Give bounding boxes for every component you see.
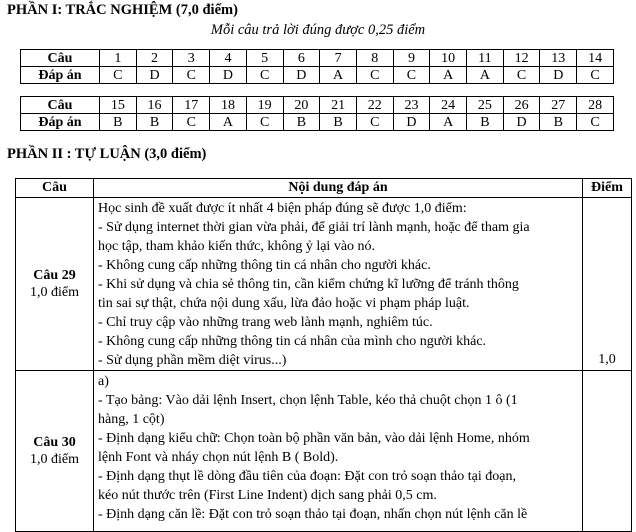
score-cell [583,371,632,532]
essay-header-row [16,179,632,198]
answer-letter-cell: D [210,67,247,84]
question-number-cell: 20 [283,97,320,114]
answer-line: tin sai sự thật, chứa nội dung xấu, lừa đảo hoặc vi phạm pháp luật. [98,296,470,311]
question-number-cell: 22 [356,97,393,114]
question-number-cell: 7 [320,50,357,67]
answer-letter-cell: C [173,67,210,84]
answer-line: - Tạo bảng: Vào dải lệnh Insert, chọn lệnh Table, kéo thả chuột chọn 1 ô (1 [98,393,518,408]
question-number-cell: 1 [100,50,137,67]
question-number-cell: 2 [136,50,173,67]
question-name: Câu 29 [33,268,76,283]
answer-letter-cell: D [283,67,320,84]
question-number-cell: 6 [283,50,320,67]
question-number-cell: 12 [503,50,540,67]
question-number-cell: 10 [430,50,467,67]
question-number-cell: 19 [246,97,283,114]
answer-line: Học sinh đề xuất được ít nhất 4 biện pháp đúng sẽ được 1,0 điểm: [98,201,467,216]
answer-line: học tập, tham khảo kiến thức, không ỷ lại vào nó. [98,239,376,254]
answer-row [21,114,614,131]
question-number-cell: 17 [173,97,210,114]
answer-letter-cell: A [210,114,247,131]
answer-letter-cell: B [320,114,357,131]
essay-row-29 [16,198,632,371]
answer-letter-cell: A [320,67,357,84]
question-number-cell: 5 [246,50,283,67]
answer-letter-cell: C [356,67,393,84]
question-row [21,50,614,67]
answer-line: - Sử dụng internet thời gian vừa phải, để giải trí lành mạnh, hoặc để tham gia [98,220,530,235]
answer-letter-cell: C [246,67,283,84]
question-number-cell: 26 [503,97,540,114]
question-number-cell: 27 [540,97,577,114]
question-number-cell: 24 [430,97,467,114]
answer-letter-cell: A [430,114,467,131]
answer-letter-cell: A [430,67,467,84]
question-number-cell: 28 [577,97,614,114]
question-points: 1,0 điểm [30,452,79,467]
answer-row [21,67,614,84]
answer-letter-cell: C [356,114,393,131]
score-cell: 1,0 [583,198,632,371]
part2-title: PHẦN II : TỰ LUẬN (3,0 điểm) [7,146,207,162]
row-label-answer: Đáp án [21,67,100,84]
answer-line: - Khi sử dụng và chia sẻ thông tin, cần kiểm chứng kĩ lưỡng để tránh thông [98,277,519,292]
answer-letter-cell: D [136,67,173,84]
row-label-question: Câu [21,50,100,67]
answer-letter-cell: C [100,67,137,84]
answer-letter-cell: C [577,114,614,131]
row-label-question: Câu [21,97,100,114]
answer-line: - Định dạng căn lề: Đặt con trỏ soạn thảo tại đoạn, nhấn chọn nút lệnh căn lề [98,507,528,522]
question-number-cell: 14 [577,50,614,67]
question-number-cell: 13 [540,50,577,67]
essay-table [15,178,632,532]
answer-letter-cell: C [393,67,430,84]
answer-content [94,198,583,371]
answer-letter-cell: A [467,67,504,84]
question-cell [16,198,94,371]
answer-line: - Không cung cấp những thông tin cá nhân cho người khác. [98,258,431,273]
question-number-cell: 23 [393,97,430,114]
answer-line: - Định dạng thụt lề dòng đầu tiên của đoạn: Đặt con trỏ soạn thảo tại đoạn, [98,469,516,484]
answer-letter-cell: C [246,114,283,131]
answer-line: kéo nút thước trên (First Line Indent) dịch sang phải 0,5 cm. [98,488,437,503]
answer-table-2 [20,96,614,131]
header-question: Câu [16,179,94,198]
answer-line: lệnh Font và nháy chọn nút lệnh B ( Bold). [98,450,339,465]
question-number-cell: 8 [356,50,393,67]
question-number-cell: 3 [173,50,210,67]
answer-letter-cell: D [503,114,540,131]
answer-line: a) [98,374,109,389]
answer-line: - Định dạng kiểu chữ: Chọn toàn bộ phần văn bản, vào dải lệnh Home, nhóm [98,431,530,446]
question-number-cell: 25 [467,97,504,114]
question-number-cell: 11 [467,50,504,67]
answer-line: - Không cung cấp những thông tin cá nhân của mình cho người khác. [98,334,487,349]
answer-letter-cell: C [503,67,540,84]
question-row [21,97,614,114]
part1-subtitle: Mỗi câu trả lời đúng được 0,25 điểm [210,22,426,38]
answer-letter-cell: B [283,114,320,131]
answer-line: hàng, 1 cột) [98,412,165,427]
answer-line: - Chỉ truy cập vào những trang web lành mạnh, nghiêm túc. [98,315,433,330]
answer-line: - Sử dụng phần mềm diệt virus...) [98,353,287,368]
answer-letter-cell: D [540,67,577,84]
answer-letter-cell: B [540,114,577,131]
answer-letter-cell: C [577,67,614,84]
question-number-cell: 15 [100,97,137,114]
question-number-cell: 21 [320,97,357,114]
answer-letter-cell: B [136,114,173,131]
question-number-cell: 16 [136,97,173,114]
essay-row-30 [16,371,632,532]
part1-title: PHẦN I: TRẮC NGHIỆM (7,0 điểm) [7,2,238,18]
question-points: 1,0 điểm [30,285,79,300]
answer-content [94,371,583,532]
question-cell [16,371,94,532]
question-number-cell: 4 [210,50,247,67]
question-number-cell: 18 [210,97,247,114]
answer-letter-cell: D [393,114,430,131]
answer-letter-cell: C [173,114,210,131]
answer-letter-cell: B [100,114,137,131]
row-label-answer: Đáp án [21,114,100,131]
question-number-cell: 9 [393,50,430,67]
header-content: Nội dung đáp án [94,179,583,198]
header-score: Điểm [583,179,632,198]
answer-letter-cell: B [467,114,504,131]
question-name: Câu 30 [33,435,76,450]
answer-table-1 [20,49,614,84]
